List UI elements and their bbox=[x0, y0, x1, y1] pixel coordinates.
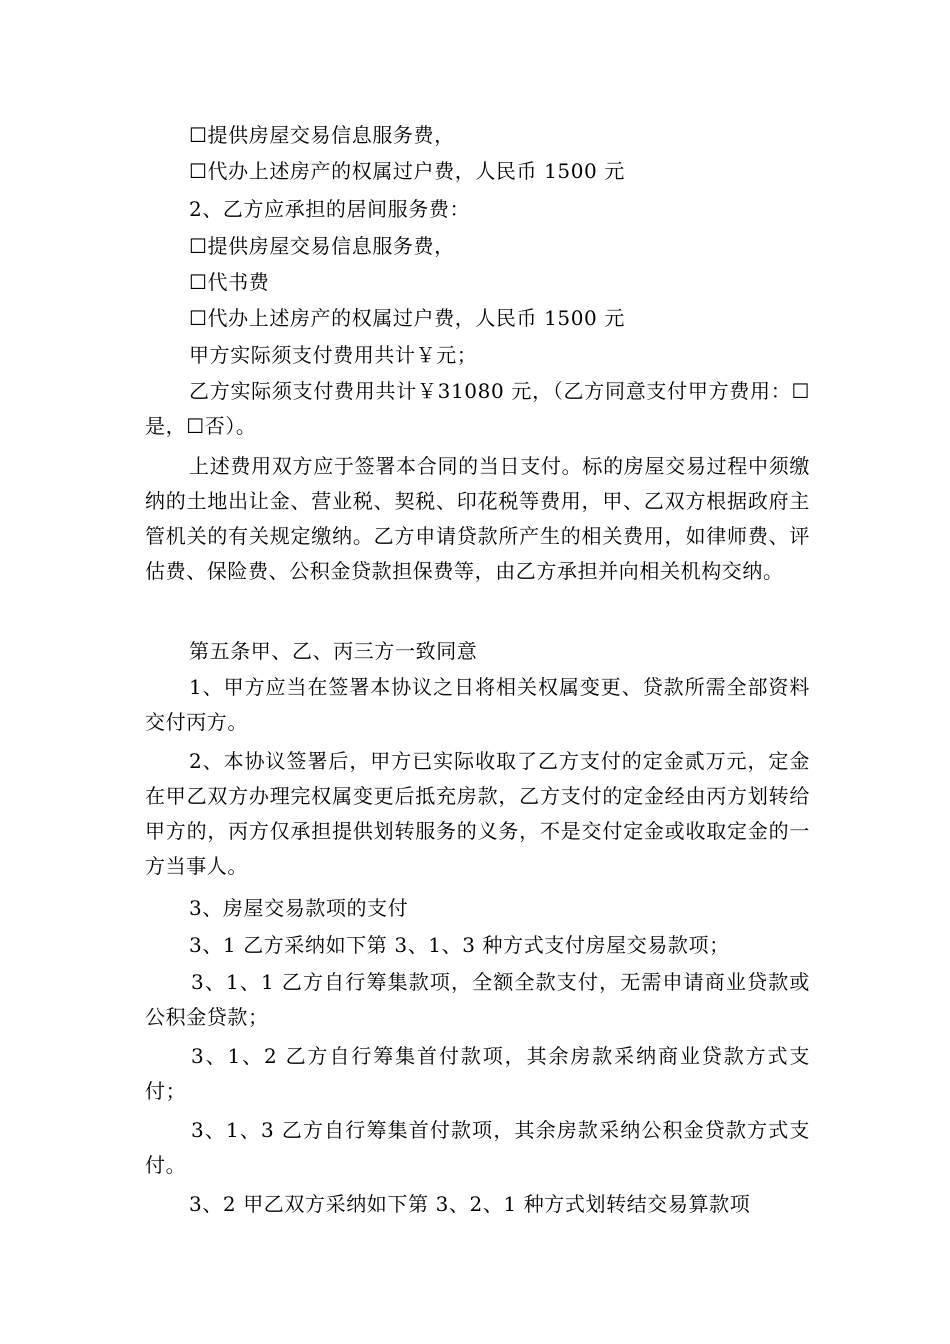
paragraph-payment-terms: 上述费用双方应于签署本合同的当日支付。标的房屋交易过程中须缴纳的土地出让金、营业税、契税、印花税等费用，甲、乙双方根据政府主管机关的有关规定缴纳。乙方申请贷款所产生的相关费用，如律师费、评估费、保险费、公积金贷款担保费等，由乙方承担并向相关机构交纳。 bbox=[145, 454, 810, 583]
paragraph-party-b-total: 乙方实际须支付费用共计￥31080 元，（乙方同意支付甲方费用：☐是，☐否）。 bbox=[145, 379, 810, 438]
paragraph-transfer-fee-a: ☐代办上述房产的权属过户费，人民币 1500 元 bbox=[189, 159, 625, 183]
paragraph-fee-info-a: ☐提供房屋交易信息服务费， bbox=[189, 123, 455, 147]
paragraph-clause-3-heading: 3、房屋交易款项的支付 bbox=[189, 896, 409, 920]
paragraph-clause-1: 1、甲方应当在签署本协议之日将相关权属变更、贷款所需全部资料交付丙方。 bbox=[145, 675, 810, 734]
paragraph-clause-3-1-3: 3、1、3 乙方自行筹集首付款项，其余房款采纳公积金贷款方式支付。 bbox=[145, 1118, 810, 1177]
paragraph-fee-info-b: ☐提供房屋交易信息服务费， bbox=[189, 234, 455, 258]
paragraph-party-b-fees-heading: 2、乙方应承担的居间服务费： bbox=[189, 197, 471, 221]
paragraph-clause-3-1: 3、1 乙方采纳如下第 3、1、3 种方式支付房屋交易款项； bbox=[189, 933, 730, 957]
paragraph-party-a-total: 甲方实际须支付费用共计￥元； bbox=[189, 343, 478, 367]
paragraph-clause-3-1-2: 3、1、2 乙方自行筹集首付款项，其余房款采纳商业贷款方式支付； bbox=[145, 1044, 810, 1103]
paragraph-transfer-fee-b: ☐代办上述房产的权属过户费，人民币 1500 元 bbox=[189, 306, 625, 330]
paragraph-clause-3-1-1: 3、1、1 乙方自行筹集款项，全额全款支付，无需申请商业贷款或公积金贷款； bbox=[145, 970, 810, 1029]
paragraph-clause-2: 2、本协议签署后，甲方已实际收取了乙方支付的定金贰万元，定金在甲乙双方办理完权属变更后抵充房款，乙方支付的定金经由丙方划转给甲方的，丙方仅承担提供划转服务的义务，不是交付定金或收取定金的一方当事人。 bbox=[145, 749, 810, 878]
paragraph-clause-3-2: 3、2 甲乙双方采纳如下第 3、2、1 种方式划转结交易算款项 bbox=[189, 1192, 751, 1216]
paragraph-article-five-heading: 第五条甲、乙、丙三方一致同意 bbox=[189, 639, 478, 663]
paragraph-drafting-fee: ☐代书费 bbox=[189, 270, 270, 294]
